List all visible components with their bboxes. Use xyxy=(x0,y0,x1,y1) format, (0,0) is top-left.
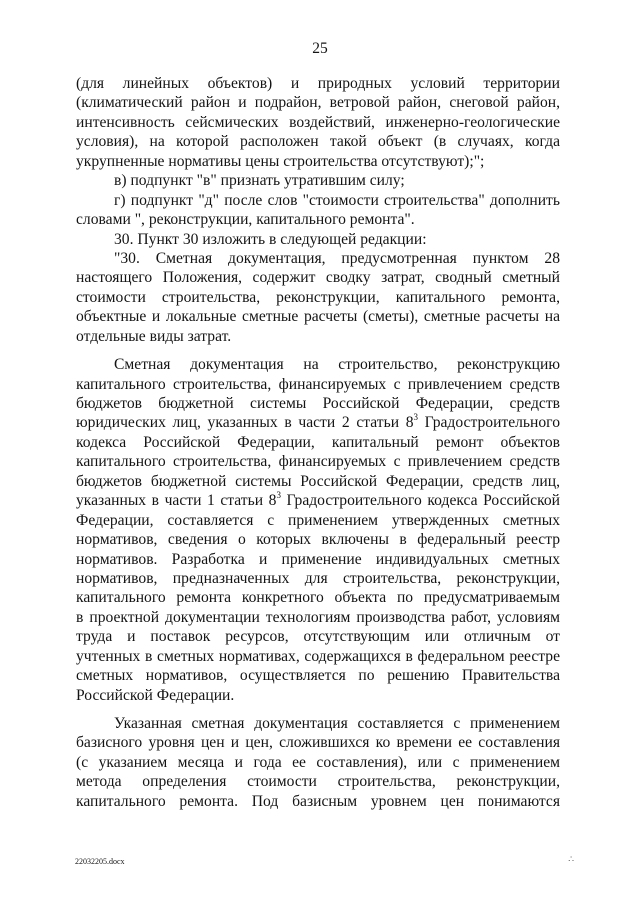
text-line: (климатический район и подрайон, ветровой район, снеговой район, xyxy=(76,94,560,112)
text-line: Федерации, составляется с применением утвержденных сметных xyxy=(76,511,560,529)
text-line: г) подпункт "д" после слов "стоимости строительства" дополнить xyxy=(114,191,560,209)
text-line: учтенных в сметных нормативах, содержащихся в федеральном реестре xyxy=(76,647,560,665)
text-line: капитального строительства, финансируемых с привлечением средств xyxy=(76,453,560,471)
text-line: капитального ремонта. Под базисным уровнем цен понимаются xyxy=(76,792,560,810)
superscript-3: 3 xyxy=(276,491,281,501)
text-line: "30. Сметная документация, предусмотренная пунктом 28 xyxy=(114,249,560,267)
text-line: капитального ремонта конкретного объекта по предусматриваемым xyxy=(76,589,560,607)
text-line: (для линейных объектов) и природных условий территории xyxy=(76,75,560,92)
text-line: нормативов. Разработка и применение индивидуальных сметных xyxy=(76,550,560,568)
footer-filename: 22032205.docx xyxy=(75,857,125,866)
text-line: кодекса Российской Федерации, капитальный ремонт объектов xyxy=(76,433,560,451)
text-line: стоимости строительства, реконструкции, капитального ремонта, xyxy=(76,288,560,306)
text-line: сметных нормативов, осуществляется по решению Правительства xyxy=(76,667,560,685)
text-line: в проектной документации технологиям производства работ, условиям xyxy=(76,608,560,626)
text-line: нормативов, сведения о которых включены в федеральный реестр xyxy=(76,531,560,549)
text-line: отдельные виды затрат. xyxy=(76,327,232,345)
text-line-with-superscript: указанных в части 1 статьи $8^3$ Градостроительного кодекса Российской xyxy=(76,491,560,510)
text-line: труда и поставок ресурсов, отсутствующим или отличным от xyxy=(76,628,560,646)
text-line: укрупненные нормативы цены строительства отсутствуют);"; xyxy=(76,152,485,170)
text-line: в) подпункт "в" признать утратившим силу; xyxy=(114,172,405,190)
text-line: метода определения стоимости строительства, реконструкции, xyxy=(76,773,560,791)
text-line: (с указанием месяца и года ее составления), или с применением xyxy=(76,753,560,771)
text-line: Указанная сметная документация составляется с применением xyxy=(114,715,560,732)
text-line: Сметная документация на строительство, реконструкцию xyxy=(114,356,560,374)
text-line: интенсивность сейсмических воздействий, инженерно-геологические xyxy=(76,113,560,131)
text-line: Российской Федерации. xyxy=(76,686,235,704)
text-line: бюджетов бюджетной системы Российской Федерации, средств лиц, xyxy=(76,472,560,490)
text-line: бюджетов бюджетной системы Российской Федерации, средств xyxy=(76,395,560,412)
text-line: нормативов, предназначенных для строительства, реконструкции, xyxy=(76,569,560,587)
text-line: условия), на которой расположен такой объект (в случаях, когда xyxy=(76,133,560,151)
text-line: настоящего Положения, содержит сводку затрат, сводный сметный xyxy=(76,269,560,287)
superscript-3: 3 xyxy=(413,413,419,423)
text-line-with-superscript: юридических лиц, указанных в части 2 статьи $8^3$ Градостроительного xyxy=(76,413,560,432)
text-line: 30. Пункт 30 изложить в следующей редакции: xyxy=(114,230,427,248)
page-number: 25 xyxy=(312,40,328,57)
text-line: объектные и локальные сметные расчеты (сметы), сметные расчеты на xyxy=(76,308,560,326)
text-line: капитального строительства, финансируемых с привлечением средств xyxy=(76,375,560,393)
text-line: словами ", реконструкции, капитального ремонта". xyxy=(76,211,415,229)
footer-mark: ∴ xyxy=(568,854,574,864)
text-line: базисного уровня цен и цен, сложившихся ко времени ее составления xyxy=(76,734,560,752)
document-body xyxy=(76,74,560,811)
